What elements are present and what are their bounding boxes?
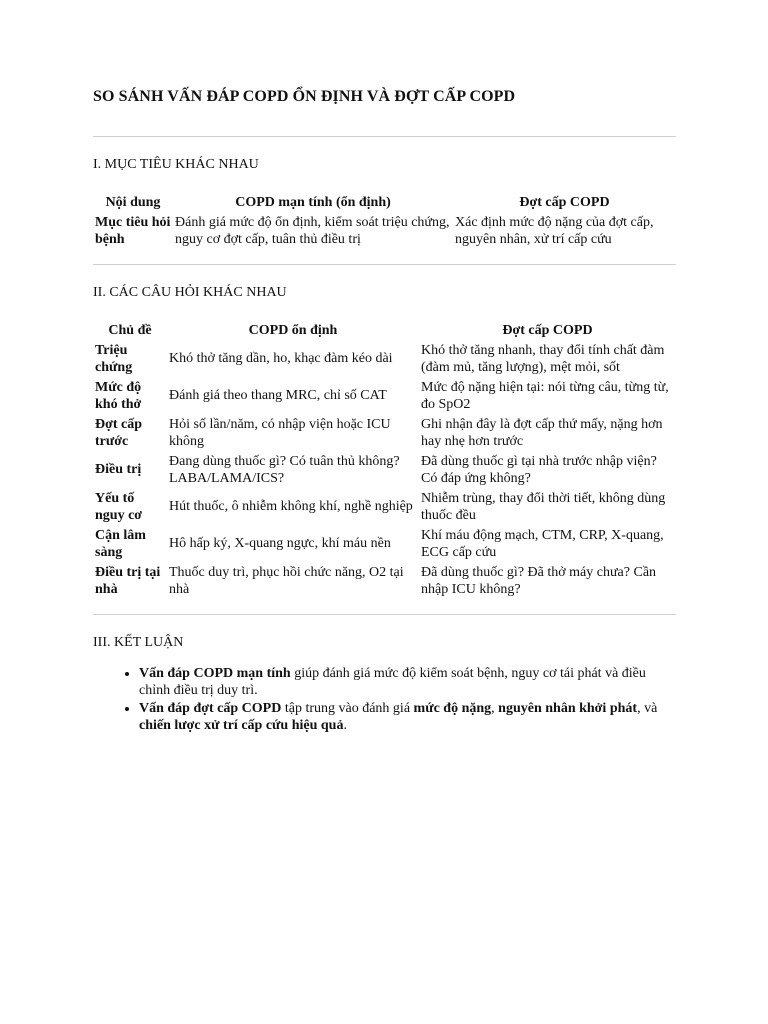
header-cell: Đợt cấp COPD (502, 322, 593, 338)
table-row (93, 488, 676, 525)
emphasis: mức độ nặng (413, 701, 492, 716)
emphasis: chiến lược xử trí cấp cứu hiệu quả (139, 718, 344, 733)
cell-exacerbation: Xác định mức độ nặng của đợt cấp, nguyên nhân, xử trí cấp cứu (455, 215, 654, 247)
table-row (93, 451, 676, 488)
cell-stable: Hỏi số lần/năm, có nhập viện hoặc ICU không (169, 416, 391, 449)
conclusion-list (93, 665, 679, 735)
table-row (93, 377, 676, 414)
table-row (93, 525, 676, 562)
cell-exacerbation: Nhiễm trùng, thay đổi thời tiết, không dùng thuốc đều (421, 490, 666, 523)
emphasis: Vấn đáp đợt cấp COPD (139, 701, 282, 716)
goals-table (93, 192, 676, 249)
questions-table-header (93, 320, 676, 340)
title-divider (93, 136, 676, 137)
table-row (93, 213, 676, 249)
cell-exacerbation: Đã dùng thuốc gì tại nhà trước nhập viện? Có đáp ứng không? (421, 453, 657, 486)
text: tập trung vào đánh giá (281, 701, 414, 716)
list-item (139, 665, 679, 699)
header-cell: Chủ đề (108, 322, 152, 338)
section1-heading: I. MỤC TIÊU KHÁC NHAU (93, 157, 259, 172)
questions-table (93, 320, 676, 599)
header-cell: Nội dung (105, 195, 161, 210)
row-label: Điều trị (95, 462, 142, 477)
header-cell: COPD mạn tính (ổn định) (235, 195, 391, 210)
goals-table-header (93, 192, 676, 213)
row-label: Điều trị tại nhà (95, 564, 161, 597)
table-row (93, 414, 676, 451)
cell-stable: Hút thuốc, ô nhiễm không khí, nghề nghiệp (169, 499, 413, 514)
table-row (93, 562, 676, 599)
cell-stable: Thuốc duy trì, phục hồi chức năng, O2 tại nhà (169, 564, 404, 597)
text: . (343, 718, 347, 733)
document-title: SO SÁNH VẤN ĐÁP COPD ỔN ĐỊNH VÀ ĐỢT CẤP COPD (93, 88, 516, 105)
text: , và (637, 701, 658, 716)
emphasis: Vấn đáp COPD mạn tính (139, 666, 291, 681)
row-label: Yếu tố nguy cơ (95, 490, 143, 523)
row-label: Đợt cấp trước (95, 416, 143, 449)
header-cell: Đợt cấp COPD (519, 195, 610, 210)
text: giúp đánh giá mức độ kiểm soát bệnh, nguy cơ tái phát và điều chỉnh điều trị duy trì. (139, 666, 646, 698)
cell-stable: Khó thở tăng dần, ho, khạc đàm kéo dài (169, 351, 393, 366)
cell-exacerbation: Đã dùng thuốc gì? Đã thở máy chưa? Cần nhập ICU không? (421, 564, 657, 597)
emphasis: nguyên nhân khởi phát (498, 701, 638, 716)
text: , (491, 701, 499, 716)
section2-heading: II. CÁC CÂU HỎI KHÁC NHAU (93, 285, 287, 300)
table-row (93, 340, 676, 377)
row-label: Mức độ khó thở (95, 379, 142, 412)
cell-stable: Đang dùng thuốc gì? Có tuân thủ không? LABA/LAMA/ICS? (169, 453, 400, 486)
row-label: Mục tiêu hỏi bệnh (95, 215, 171, 247)
section1-divider (93, 264, 676, 265)
list-item (139, 700, 679, 734)
cell-exacerbation: Khí máu động mạch, CTM, CRP, X-quang, ECG cấp cứu (421, 527, 664, 560)
cell-stable: Hô hấp ký, X-quang ngực, khí máu nền (169, 536, 391, 551)
section3-heading: III. KẾT LUẬN (93, 635, 184, 650)
cell-exacerbation: Khó thở tăng nhanh, thay đổi tính chất đàm (đàm mủ, tăng lượng), mệt mỏi, sốt (421, 342, 665, 375)
header-cell: COPD ổn định (248, 322, 338, 338)
row-label: Cận lâm sàng (95, 527, 146, 560)
cell-stable: Đánh giá mức độ ổn định, kiểm soát triệu chứng, nguy cơ đợt cấp, tuân thủ điều trị (175, 215, 450, 247)
cell-exacerbation: Mức độ nặng hiện tại: nói từng câu, từng từ, đo SpO2 (421, 379, 669, 412)
cell-exacerbation: Ghi nhận đây là đợt cấp thứ mấy, nặng hơn hay nhẹ hơn trước (421, 416, 663, 449)
row-label: Triệu chứng (95, 342, 133, 375)
cell-stable: Đánh giá theo thang MRC, chỉ số CAT (169, 388, 387, 403)
section2-divider (93, 614, 676, 615)
